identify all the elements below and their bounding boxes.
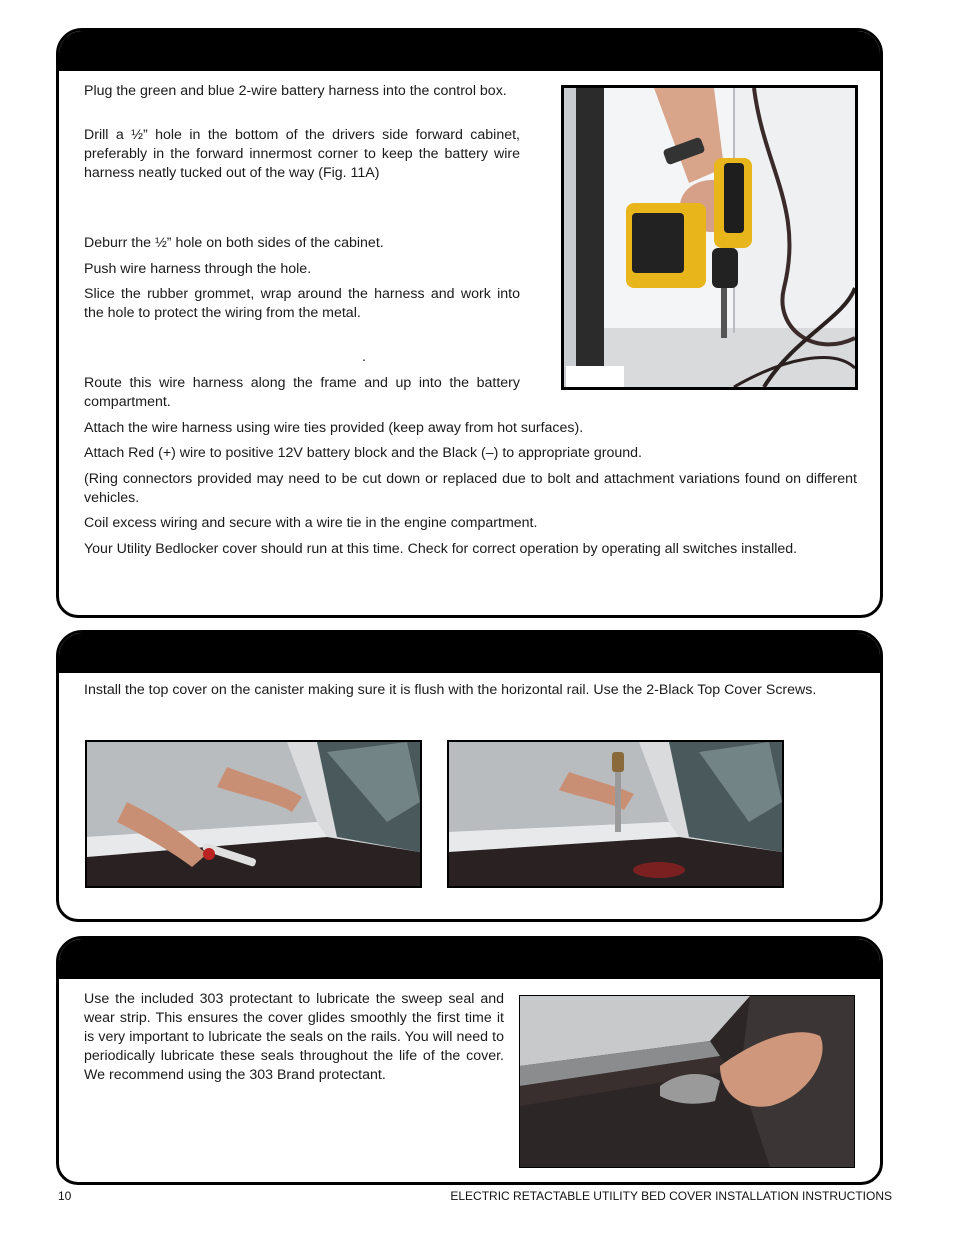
footer-title: ELECTRIC RETACTABLE UTILITY BED COVER INSTALLATION INSTRUCTIONS [450, 1189, 892, 1203]
step-coil-wiring: Coil excess wiring and secure with a wire tie in the engine compartment. [84, 515, 538, 531]
section-header-bar [59, 31, 880, 71]
note-ring-connectors: (Ring connectors provided may need to be cut down or replaced due to bolt and attachment variations found on different vehicles. [84, 471, 857, 506]
top-cover-photo-right [447, 740, 784, 888]
step-deburr: Deburr the ½” hole on both sides of the cabinet. [84, 235, 384, 251]
step-lubricate-seals: Use the included 303 protectant to lubricate the sweep seal and wear strip. This ensures the cover glides smoothly the first time it is very important to lubricate the seals on the rails. You will need to periodically lubricate these seals throughout the life of the cover. We recommend using the 303 Brand protectant. [84, 991, 504, 1083]
section-header-bar [59, 633, 880, 673]
step-drill-hole: Drill a ½” hole in the bottom of the drivers side forward cabinet, preferably in the forward innermost corner to keep the battery wire harness neatly tucked out of the way (Fig. 11A) [84, 127, 520, 181]
page-number: 10 [58, 1189, 72, 1203]
step-check-operation: Your Utility Bedlocker cover should run at this time. Check for correct operation by operating all switches installed. [84, 541, 798, 557]
stray-period: . [362, 349, 366, 365]
step-attach-battery: Attach Red (+) wire to positive 12V battery block and the Black (–) to appropriate ground. [84, 445, 642, 461]
step-grommet: Slice the rubber grommet, wrap around the harness and work into the hole to protect the wiring from the metal. [84, 286, 520, 321]
lubrication-photo [519, 995, 855, 1168]
step-route-harness: Route this wire harness along the frame and up into the battery compartment. [84, 375, 520, 410]
top-cover-photo-left [85, 740, 422, 888]
step-plug-harness: Plug the green and blue 2-wire battery harness into the control box. [84, 83, 507, 99]
step-push-harness: Push wire harness through the hole. [84, 261, 312, 277]
section-header-bar [59, 939, 880, 979]
step-wire-ties: Attach the wire harness using wire ties provided (keep away from hot surfaces). [84, 420, 584, 436]
drill-photo [561, 85, 858, 390]
step-install-top-cover: Install the top cover on the canister making sure it is flush with the horizontal rail. Use the 2-Black Top Cover Screws. [84, 682, 817, 698]
